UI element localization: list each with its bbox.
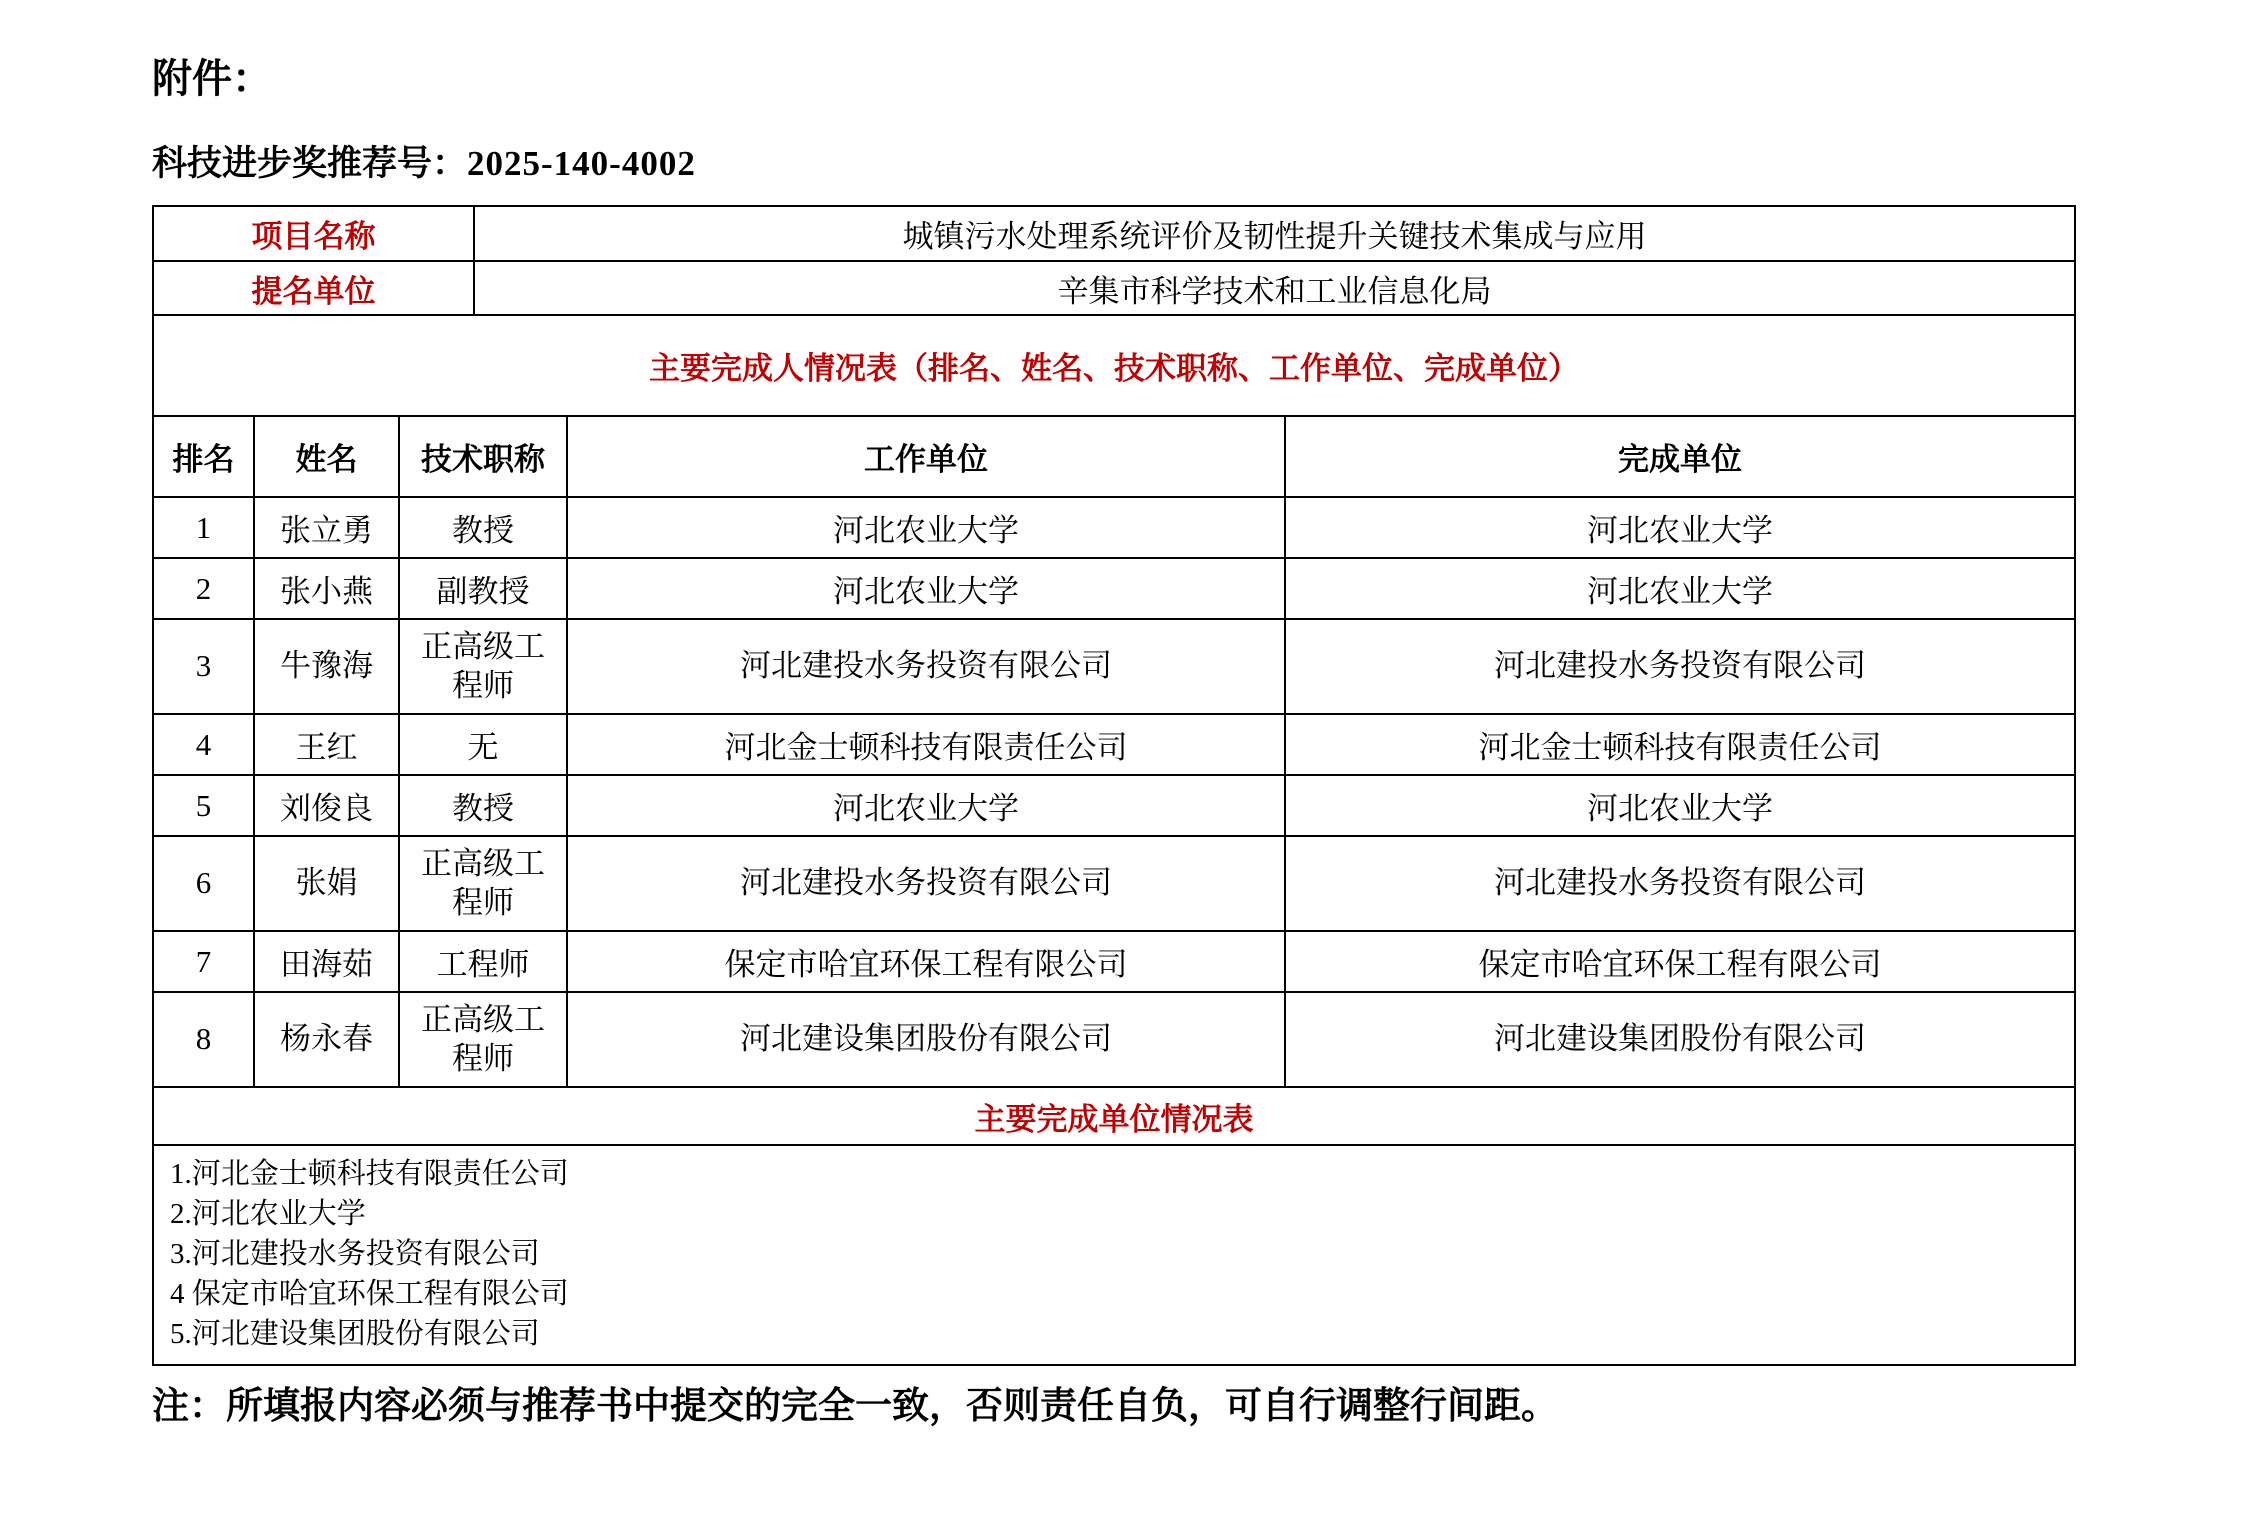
completion-unit-header: 完成单位 <box>1285 417 2074 497</box>
work-unit-cell: 保定市哈宜环保工程有限公司 <box>567 931 1285 992</box>
name-cell: 刘俊良 <box>254 775 399 836</box>
project-name-value: 城镇污水处理系统评价及韧性提升关键技术集成与应用 <box>474 207 2074 261</box>
rank-cell: 7 <box>154 931 254 992</box>
project-name-label: 项目名称 <box>154 207 474 261</box>
table-row <box>154 1088 2074 1145</box>
nominating-unit-value: 辛集市科学技术和工业信息化局 <box>474 261 2074 315</box>
completion-unit-cell: 河北农业大学 <box>1285 497 2074 558</box>
rank-header: 排名 <box>154 417 254 497</box>
tech-title-cell: 正高级工程师 <box>399 619 567 714</box>
units-section-title-row <box>154 1088 2074 1146</box>
tech-title-cell: 教授 <box>399 497 567 558</box>
people-section-title-row <box>154 316 2074 417</box>
people-section-title: 主要完成人情况表（排名、姓名、技术职称、工作单位、完成单位） <box>154 316 2074 416</box>
list-item: 3.河北建投水务投资有限公司 <box>170 1238 540 1270</box>
tech-title-cell: 工程师 <box>399 931 567 992</box>
rank-cell: 5 <box>154 775 254 836</box>
table-row <box>154 261 2074 315</box>
name-cell: 牛豫海 <box>254 619 399 714</box>
recommendation-table <box>152 205 2076 1366</box>
work-unit-cell: 河北建投水务投资有限公司 <box>567 619 1285 714</box>
work-unit-cell: 河北建设集团股份有限公司 <box>567 992 1285 1087</box>
attachment-heading: 附件： <box>152 57 272 101</box>
name-cell: 王红 <box>254 714 399 775</box>
award-recommendation-line <box>152 143 2076 185</box>
table-row <box>154 992 2074 1087</box>
rank-cell: 8 <box>154 992 254 1087</box>
name-cell: 杨永春 <box>254 992 399 1087</box>
table-row <box>154 558 2074 619</box>
completion-unit-cell: 河北金士顿科技有限责任公司 <box>1285 714 2074 775</box>
units-section-title: 主要完成单位情况表 <box>154 1088 2074 1145</box>
rank-cell: 2 <box>154 558 254 619</box>
units-table <box>154 1146 2074 1364</box>
table-row <box>154 775 2074 836</box>
table-row <box>154 316 2074 416</box>
completion-unit-cell: 河北建投水务投资有限公司 <box>1285 836 2074 931</box>
name-header: 姓名 <box>254 417 399 497</box>
rank-cell: 3 <box>154 619 254 714</box>
list-item: 4 保定市哈宜环保工程有限公司 <box>170 1278 569 1310</box>
completion-unit-cell: 河北农业大学 <box>1285 775 2074 836</box>
tech-title-header: 技术职称 <box>399 417 567 497</box>
rank-cell: 1 <box>154 497 254 558</box>
people-header-row <box>154 417 2074 497</box>
award-recommendation-label: 科技进步奖推荐号： <box>152 144 468 183</box>
tech-title-cell: 教授 <box>399 775 567 836</box>
name-cell: 张立勇 <box>254 497 399 558</box>
table-row <box>154 836 2074 931</box>
units-list-cell <box>154 1146 2074 1364</box>
nominating-unit-label: 提名单位 <box>154 261 474 315</box>
list-item: 5.河北建设集团股份有限公司 <box>170 1318 540 1350</box>
tech-title-cell: 正高级工程师 <box>399 836 567 931</box>
name-cell: 张小燕 <box>254 558 399 619</box>
table-row <box>154 1146 2074 1364</box>
work-unit-cell: 河北农业大学 <box>567 775 1285 836</box>
award-recommendation-number: 2025-140-4002 <box>467 144 696 183</box>
tech-title-cell: 无 <box>399 714 567 775</box>
table-row <box>154 497 2074 558</box>
tech-title-cell: 副教授 <box>399 558 567 619</box>
completion-unit-cell: 河北农业大学 <box>1285 558 2074 619</box>
footer-note: 注：所填报内容必须与推荐书中提交的完全一致，否则责任自负，可自行调整行间距。 <box>152 1385 1558 1426</box>
rank-cell: 6 <box>154 836 254 931</box>
list-item: 2.河北农业大学 <box>170 1198 366 1230</box>
name-cell: 田海茹 <box>254 931 399 992</box>
table-row <box>154 714 2074 775</box>
work-unit-header: 工作单位 <box>567 417 1285 497</box>
work-unit-cell: 河北建投水务投资有限公司 <box>567 836 1285 931</box>
table-row <box>154 207 2074 261</box>
table-row <box>154 619 2074 714</box>
list-item: 1.河北金士顿科技有限责任公司 <box>170 1158 569 1190</box>
tech-title-cell: 正高级工程师 <box>399 992 567 1087</box>
name-cell: 张娟 <box>254 836 399 931</box>
completion-unit-cell: 河北建设集团股份有限公司 <box>1285 992 2074 1087</box>
work-unit-cell: 河北农业大学 <box>567 497 1285 558</box>
rank-cell: 4 <box>154 714 254 775</box>
work-unit-cell: 河北金士顿科技有限责任公司 <box>567 714 1285 775</box>
completion-unit-cell: 保定市哈宜环保工程有限公司 <box>1285 931 2074 992</box>
people-table <box>154 417 2074 1088</box>
work-unit-cell: 河北农业大学 <box>567 558 1285 619</box>
table-row <box>154 931 2074 992</box>
completion-unit-cell: 河北建投水务投资有限公司 <box>1285 619 2074 714</box>
project-info-section <box>154 207 2074 316</box>
